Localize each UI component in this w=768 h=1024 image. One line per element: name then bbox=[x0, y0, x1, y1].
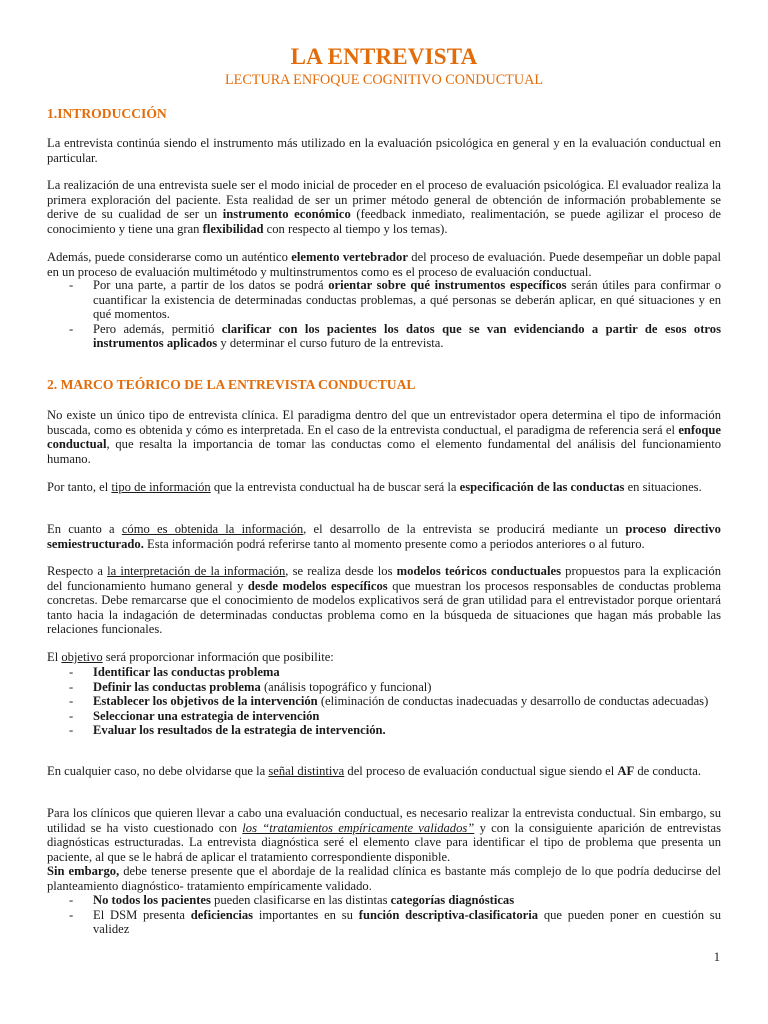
bullet-list-limitaciones bbox=[47, 893, 721, 937]
list-item: - Por una parte, a partir de los datos se podrá orientar sobre qué instrumentos específicos serán útiles para confirmar o cuantificar la existencia de determinadas conductas problemas, a qué personas se deberán aplicar, en qué situaciones y en qué momentos. bbox=[69, 278, 721, 322]
paragraph-marco-4: Respecto a la interpretación de la información, se realiza desde los modelos teóricos conductuales propuestos para la explicación del funcionamiento humano general y desde modelos específicos que muestran los procesos responsables de conductas problema concretas. Debe remarcarse que el conocimiento de modelos explicativos será de gran utilidad para el entrevistador porque orientará tanto hacia la indagación de determinadas conductas problema como en la búsqueda de situaciones que hagan más probable las relaciones funcionales. bbox=[47, 564, 721, 637]
paragraph-intro-2: La realización de una entrevista suele ser el modo inicial de proceder en el proceso de evaluación psicológica. El evaluador realiza la primera exploración del paciente. Esta realidad de ser un primer método general de obtención de información probablemente se derive de su cualidad de ser un instrumento económico (feedback inmediato, realimentación, se puede agilizar el proceso de conocimiento y tiene una gran flexibilidad con respecto al tiempo y los temas). bbox=[47, 178, 721, 236]
list-item: - Definir las conductas problema (análisis topográfico y funcional) bbox=[69, 679, 432, 694]
section-heading-introduccion: 1.INTRODUCCIÓN bbox=[47, 106, 167, 121]
page-number: 1 bbox=[713, 950, 720, 964]
paragraph-marco-2: Por tanto, el tipo de información que la entrevista conductual ha de buscar será la especificación de las conductas en situaciones. bbox=[47, 480, 702, 494]
document-title: LA ENTREVISTA bbox=[290, 44, 478, 69]
list-item: - Establecer los objetivos de la intervención (eliminación de conductas inadecuadas y desarrollo de conductas adecuadas) bbox=[69, 694, 709, 709]
paragraph-senal-distintiva: En cualquier caso, no debe olvidarse que la señal distintiva del proceso de evaluación conductual sigue siendo el AF de conducta. bbox=[47, 764, 701, 778]
paragraph-intro-1: La entrevista continúa siendo el instrumento más utilizado en la evaluación psicológica en general y en la evaluación conductual en particular. bbox=[47, 136, 721, 165]
paragraph-objetivo: El objetivo será proporcionar información que posibilite: bbox=[47, 650, 334, 664]
bullet-list-objetivos bbox=[47, 665, 721, 738]
list-item: - Identificar las conductas problema bbox=[69, 665, 280, 679]
list-item: - No todos los pacientes pueden clasificarse en las distintas categorías diagnósticas bbox=[69, 893, 515, 907]
document-subtitle: LECTURA ENFOQUE COGNITIVO CONDUCTUAL bbox=[224, 72, 544, 88]
list-item: - Pero además, permitió clarificar con los pacientes los datos que se van evidenciando a partir de esos otros instrumentos aplicados y determinar el curso futuro de la entrevista. bbox=[69, 321, 721, 351]
bullet-list-intro bbox=[47, 278, 721, 351]
paragraph-marco-3: En cuanto a cómo es obtenida la información, el desarrollo de la entrevista se producirá mediante un proceso directivo semiestructurado. Esta información podrá referirse tanto al momento presente como a periodos anteriores o al futuro. bbox=[47, 522, 721, 551]
paragraph-marco-1: No existe un único tipo de entrevista clínica. El paradigma dentro del que un entrevistador opera determina el tipo de información buscada, como es obtenida y cómo es interpretada. En el caso de la entrevista conductual, el paradigma de referencia será el enfoque conductual, que resalta la importancia de tomar las conductas como el elemento fundamental del análisis del funcionamiento humano. bbox=[47, 408, 721, 466]
section-heading-marco-teorico: 2. MARCO TEÓRICO DE LA ENTREVISTA CONDUCTUAL bbox=[47, 377, 416, 392]
list-item: - Evaluar los resultados de la estrategia de intervención. bbox=[69, 723, 386, 738]
paragraph-sin-embargo: Sin embargo, debe tenerse presente que el abordaje de la realidad clínica es bastante más complejo de lo que podría deducirse del planteamiento diagnóstico- tratamiento empíricamente validado. bbox=[47, 864, 722, 893]
paragraph-intro-3: Además, puede considerarse como un auténtico elemento vertebrador del proceso de evaluación. Puede desempeñar un doble papal en un proceso de evaluación multimétodo y multinstrumentos como es el proceso de evaluación conductual. bbox=[47, 250, 722, 279]
list-item: - El DSM presenta deficiencias importantes en su función descriptiva-clasificatoria que pueden poner en cuestión su validez bbox=[69, 907, 722, 937]
paragraph-clinicos: Para los clínicos que quieren llevar a cabo una evaluación conductual, es necesario realizar la entrevista conductual. Sin embargo, su utilidad se ha visto cuestionado con los “tratamientos empíricamente validados” y con la consiguiente aparición de entrevistas diagnósticas estructuradas. La entrevista diagnóstica seré el elemento clave para identificar el tipo de problema que presenta un paciente, al que se le habrá de aplicar el tratamiento correspondiente disponible. bbox=[47, 806, 721, 864]
list-item: - Seleccionar una estrategia de intervención bbox=[69, 708, 320, 723]
